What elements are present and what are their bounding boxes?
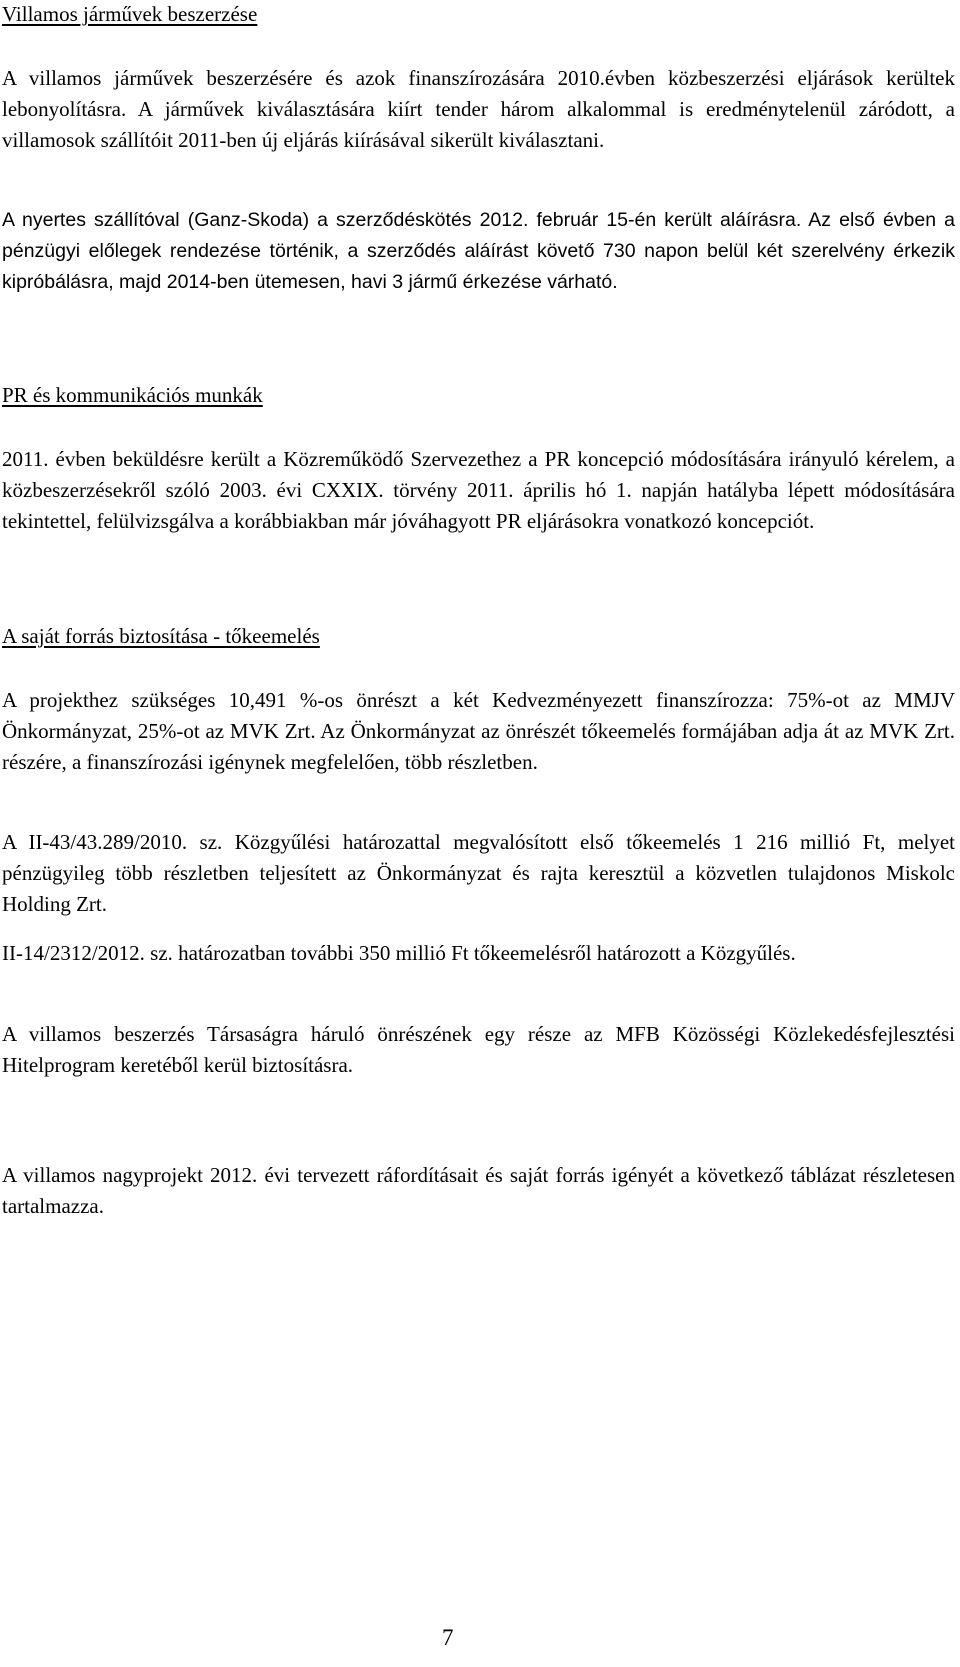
- section-heading-pr-communication: PR és kommunikációs munkák: [2, 383, 263, 407]
- page-number: 7: [442, 1625, 454, 1650]
- paragraph-procurement-procedure: A villamos járművek beszerzésére és azok finanszírozására 2010.évben közbeszerzési eljárások kerültek lebonyolításra. A járművek kiválasztására kiírt tender három alkalommal is eredménytelenül záródott, a villamosok szállítóit 2011-ben új eljárás kiírásával sikerült kiválasztani.: [2, 66, 955, 152]
- paragraph-own-contribution: A projekthez szükséges 10,491 %-os önrészt a két Kedvezményezett finanszírozza: 75%-ot az MMJV Önkormányzat, 25%-ot az MVK Zrt. Az Önkormányzat az önrészét tőkeemelés formájában adja át az MVK Zrt. részére, a finanszírozási igénynek megfelelően, több részletben.: [2, 688, 955, 774]
- paragraph-further-capital-increase: II-14/2312/2012. sz. határozatban további 350 millió Ft tőkeemelésről határozott a Közgyűlés.: [2, 941, 796, 965]
- paragraph-planned-expenditure: A villamos nagyprojekt 2012. évi tervezett ráfordításait és saját forrás igényét a következő táblázat részletesen tartalmazza.: [2, 1163, 955, 1218]
- paragraph-mfb-loan-program: A villamos beszerzés Társaságra háruló önrészének egy része az MFB Közösségi Közlekedésfejlesztési Hitelprogram keretéből kerül biztosításra.: [2, 1022, 955, 1077]
- section-heading-own-resources: A saját forrás biztosítása - tőkeemelés: [2, 624, 320, 648]
- paragraph-contract-signing: A nyertes szállítóval (Ganz-Skoda) a szerződéskötés 2012. február 15-én került aláírásra. Az első évben a pénzügyi előlegek rendezése történik, a szerződés aláírást követő 730 napon belül két szerelvény érkezik kipróbálásra, majd 2014-ben ütemesen, havi 3 jármű érkezése várható.: [2, 209, 955, 293]
- paragraph-first-capital-increase: A II-43/43.289/2010. sz. Közgyűlési határozattal megvalósított első tőkeemelés 1 216 millió Ft, melyet pénzügyileg több részletben teljesített az Önkormányzat és rajta keresztül a közvetlen tulajdonos Miskolc Holding Zrt.: [2, 830, 955, 916]
- section-heading-vehicle-procurement: Villamos járművek beszerzése: [2, 2, 258, 26]
- paragraph-pr-concept: 2011. évben beküldésre került a Közreműködő Szervezethez a PR koncepció módosítására irányuló kérelem, a közbeszerzésekről szóló 2003. évi CXXIX. törvény 2011. április hó 1. napján hatályba lépett módosítására tekintettel, felülvizsgálva a korábbiakban már jóváhagyott PR eljárásokra vonatkozó koncepciót.: [2, 447, 955, 533]
